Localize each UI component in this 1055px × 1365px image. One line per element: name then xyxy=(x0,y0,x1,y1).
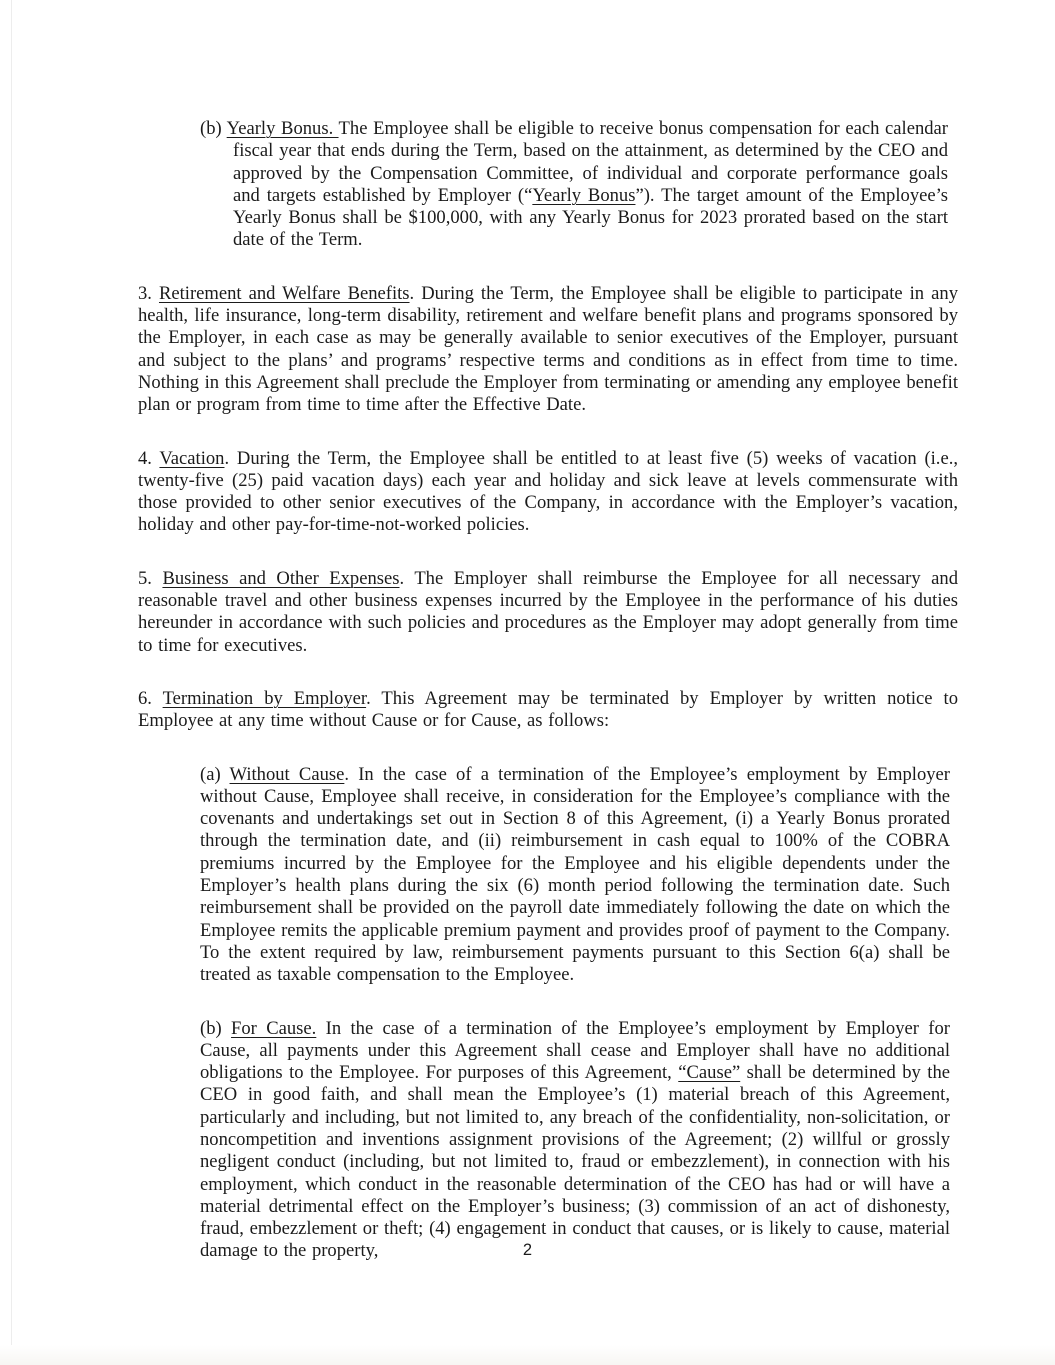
paragraph-section-4-vacation: 4. Vacation. During the Term, the Employee shall be entitled to at least five (5) weeks of vacation (i.e., twenty-five (25) paid vacation days) each year and holiday and sick leave at levels commensurate with those provided to other senior executives of the Company, in accordance with the Employer’s vacation, holiday and other pay-for-time-not-worked policies. xyxy=(138,447,959,536)
page-number: 2 xyxy=(522,1241,533,1259)
paragraph-section-5-business-and-other-expenses: 5. Business and Other Expenses. The Employer shall reimburse the Employee for all necessary and reasonable travel and other business expenses incurred by the Employee in the performance of his duties hereunder in accordance with such policies and procedures as the Employer may adopt generally from time to time for executives. xyxy=(138,567,958,656)
paragraph-section-6a-without-cause: (a) Without Cause. In the case of a termination of the Employee’s employment by Employer without Cause, Employee shall receive, in consideration for the Employee’s compliance with the covenants and undertakings set out in Section 8 of this Agreement, (i) a Yearly Bonus prorated through the termination date, and (ii) reimbursement in cash equal to 100% of the COBRA premiums incurred by the Employee for the Employee and his eligible dependents under the Employer’s health plans during the six (6) month period following the termination date. Such reimbursement shall be provided on the payroll date immediately following the date on which the Employee remits the applicable premium payment and provides proof of payment to the Company. To the extent required by law, reimbursement payments pursuant to this Section 6(a) shall be treated as taxable compensation to the Employee. xyxy=(200,763,950,986)
scan-bottom-shadow xyxy=(0,1345,1055,1365)
paragraph-section-3-retirement-and-welfare-benefits: 3. Retirement and Welfare Benefits. During the Term, the Employee shall be eligible to participate in any health, life insurance, long-term disability, retirement and welfare benefit plans and programs sponsored by the Employer, in each case as may be generally available to senior executives of the Employer, pursuant and subject to the plans’ and programs’ respective terms and conditions as in effect from time to time. Nothing in this Agreement shall preclude the Employer from terminating or amending any employee benefit plan or program from time to time after the Effective Date. xyxy=(138,282,958,416)
paragraph-yearly-bonus: (b) Yearly Bonus. The Employee shall be eligible to receive bonus compensation for each calendar fiscal year that ends during the Term, based on the attainment, as determined by the CEO and approved by the Compensation Committee, of individual and corporate performance goals and targets established by Employer (“Yearly Bonus”). The target amount of the Employee’s Yearly Bonus shall be $100,000, with any Yearly Bonus for 2023 prorated based on the start date of the Term. xyxy=(200,118,949,251)
paragraph-section-6-termination-by-employer: 6. Termination by Employer. This Agreement may be terminated by Employer by written notice to Employee at any time without Cause or for Cause, as follows: xyxy=(138,687,958,732)
scan-edge-line xyxy=(11,0,12,1365)
paragraph-section-6b-for-cause: (b) For Cause. In the case of a termination of the Employee’s employment by Employer for Cause, all payments under this Agreement shall cease and Employer shall have no additional obligations to the Employee. For purposes of this Agreement, “Cause” shall be determined by the CEO in good faith, and shall mean the Employee’s (1) material breach of this Agreement, particularly and including, but not limited to, any breach of the confidentiality, non-solicitation, or noncompetition and inventions assignment provisions of the Agreement; (2) willful or grossly negligent conduct (including, but not limited to, fraud or embezzlement), in connection with his employment, which conduct in the reasonable determination of the CEO has had or will have a material detrimental effect on the Employer’s business; (3) commission of an act of dishonesty, fraud, embezzlement or theft; (4) engagement in conduct that causes, or is likely to cause, material damage to the property, xyxy=(200,1017,950,1262)
document-body xyxy=(138,118,958,1294)
